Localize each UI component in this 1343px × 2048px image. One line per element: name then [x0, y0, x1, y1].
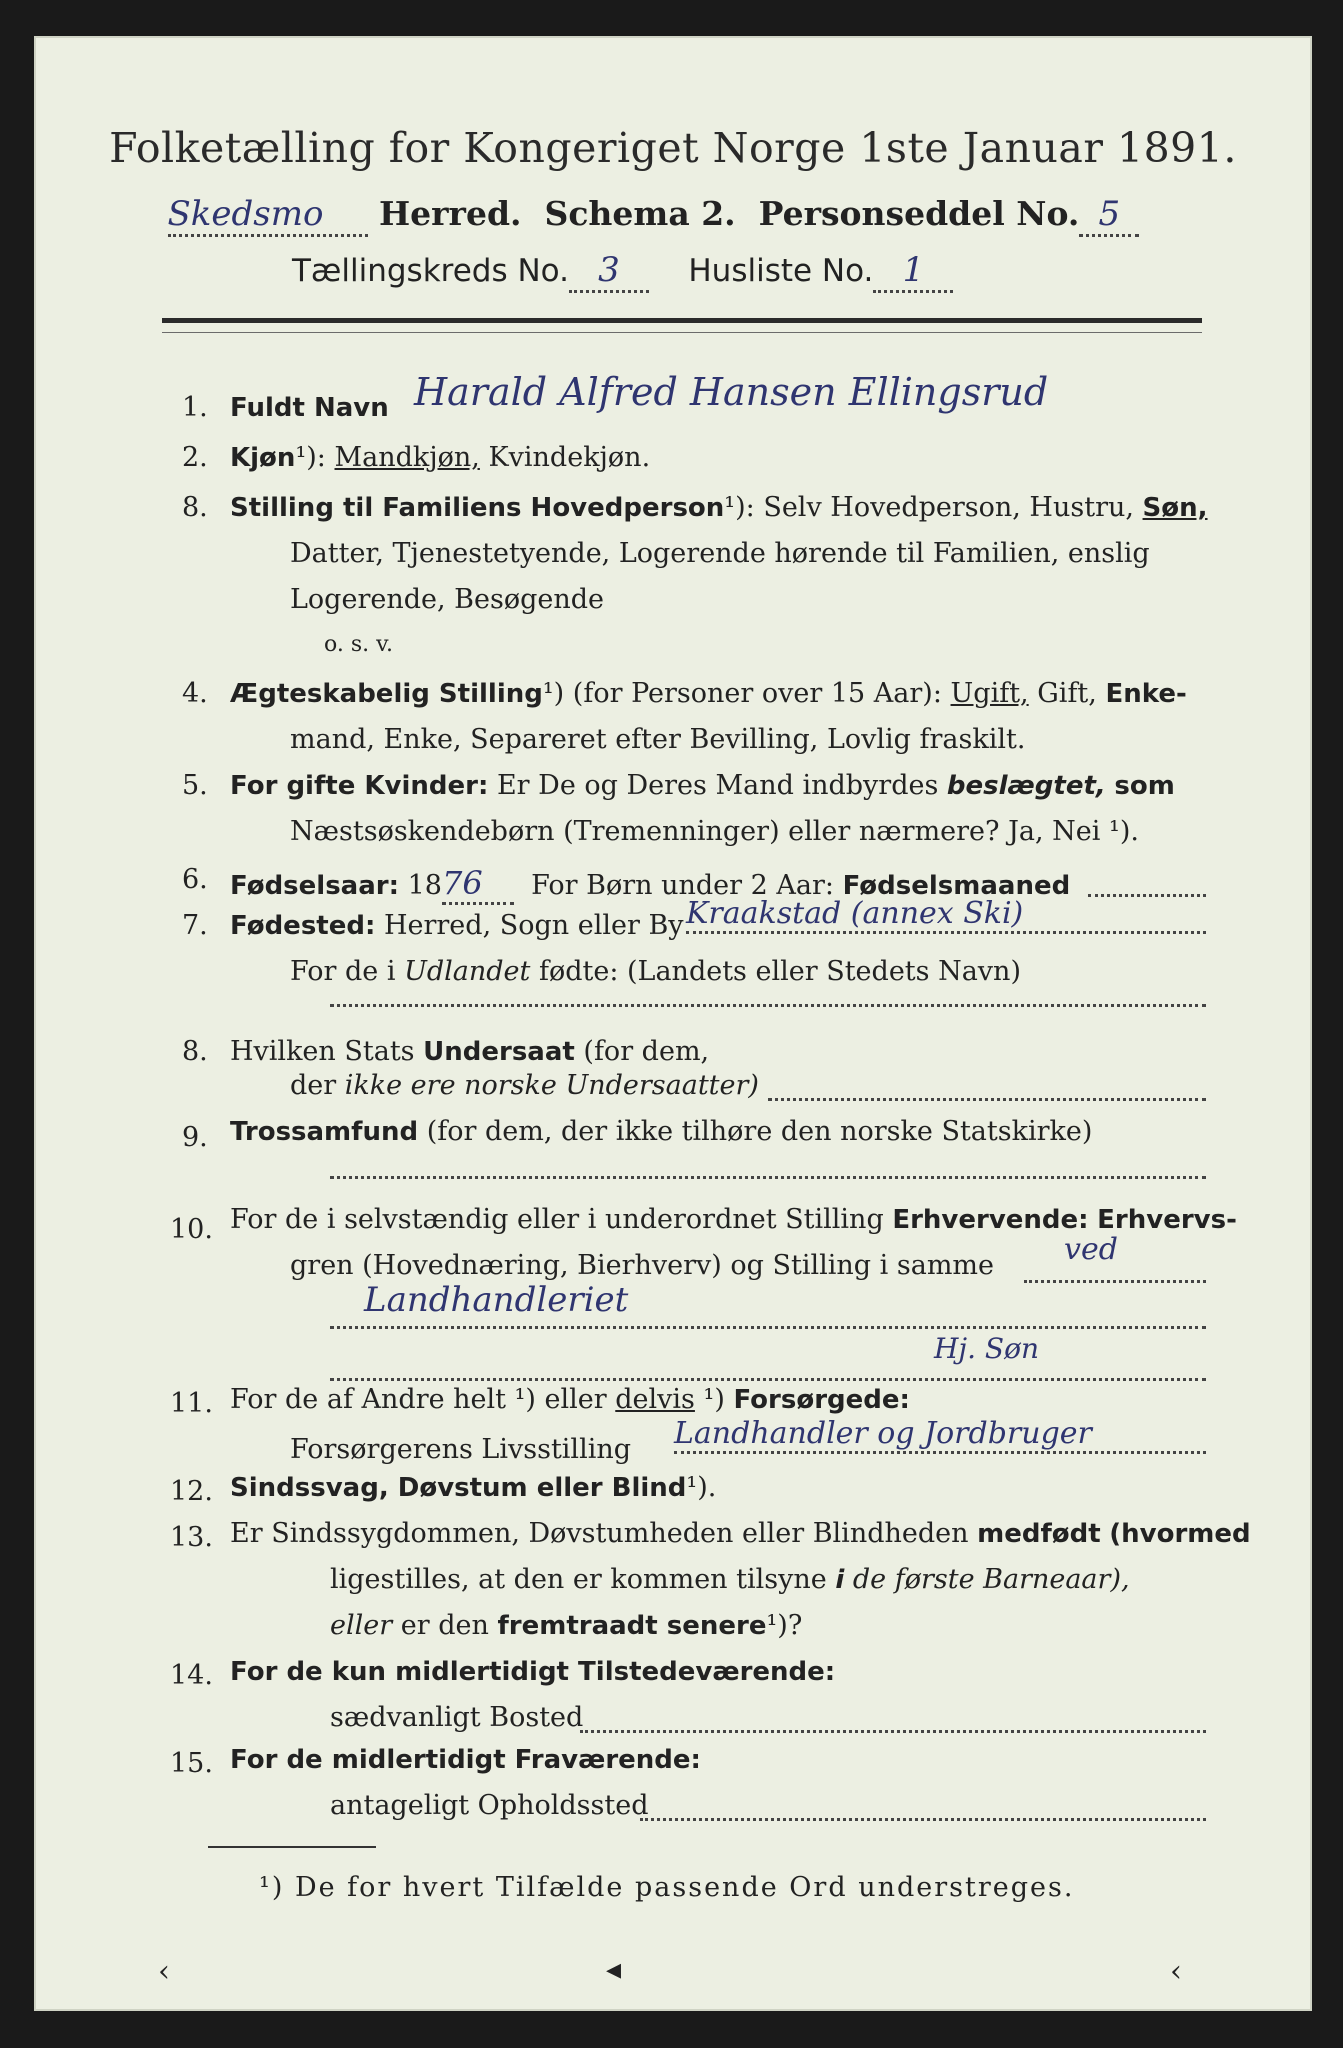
- q5-beslaegtet: beslægtet,: [946, 771, 1106, 801]
- q7-text-1: Herred, Sogn eller By: [383, 910, 684, 941]
- q5-row-1: [230, 770, 1175, 801]
- q1-answer: Harald Alfred Hansen Ellingsrud: [414, 370, 1049, 414]
- q13-text-3b: ¹)?: [766, 1610, 803, 1641]
- corner-mark-left: ‹: [158, 1954, 170, 1989]
- q3-label: Stilling til Familiens Hovedperson: [230, 493, 725, 523]
- q8-row-2: [290, 1070, 759, 1101]
- husliste-number: 1: [873, 250, 953, 293]
- q9-number: 9.: [182, 1122, 208, 1153]
- q15-number: 15.: [170, 1748, 213, 1779]
- q15-answer-line: [640, 1818, 1206, 1821]
- q13-hvormed: (hvormed: [1109, 1519, 1251, 1549]
- q13-text-3: er den: [400, 1610, 489, 1641]
- q3-son: Søn,: [1142, 493, 1208, 523]
- q4-text-2: mand, Enke, Separeret efter Bevilling, Lovlig fraskilt.: [290, 724, 1026, 755]
- q11-forsorgede: Forsørgede:: [733, 1385, 910, 1415]
- header-line-1: [156, 194, 1236, 237]
- q7-row-2: [290, 956, 1021, 987]
- q5-som: som: [1114, 771, 1175, 801]
- q1-label: Fuldt Navn: [230, 393, 389, 423]
- q3-row-1: [230, 492, 1208, 523]
- q9-text: (for dem, der ikke tilhøre den norske Statskirke): [426, 1116, 1093, 1147]
- husliste-label: Husliste No.: [688, 253, 874, 289]
- q10-erhvervende: Erhvervende:: [892, 1205, 1089, 1235]
- q10-answer-line-2: [330, 1326, 1206, 1329]
- corner-mark-right: ‹: [1170, 1954, 1182, 1989]
- q11-number: 11.: [170, 1388, 213, 1419]
- q10-text-1: For de i selvstændig eller i underordnet Stilling: [230, 1204, 884, 1235]
- q7-udlandet: Udlandet: [404, 956, 531, 987]
- q13-row-1: [230, 1518, 1251, 1549]
- q10-row-1: [230, 1204, 1237, 1235]
- q13-number: 13.: [170, 1522, 213, 1553]
- q6-fodselsmaaned: Fødselsmaaned: [842, 871, 1071, 901]
- q7-row-1: [230, 910, 684, 941]
- q3-number: 8.: [182, 492, 208, 523]
- q6-label: Fødselsaar:: [230, 871, 399, 901]
- kreds-number: 3: [569, 250, 649, 293]
- q14-row-1: [230, 1656, 835, 1687]
- q13-eller: eller: [330, 1610, 393, 1641]
- q13-medfodt: medfødt: [977, 1519, 1101, 1549]
- q7-number: 7.: [182, 910, 208, 941]
- q15-label: For de midlertidigt Fraværende:: [230, 1745, 701, 1775]
- q14-label: For de kun midlertidigt Tilstedeværende:: [230, 1657, 836, 1687]
- q13-text-2a: ligestilles, at den er kommen tilsyne: [330, 1564, 827, 1595]
- q10-answer-line-1: [1024, 1280, 1206, 1283]
- q6-prefix: 18: [407, 870, 442, 901]
- q8-answer-line: [768, 1098, 1206, 1101]
- q4-number: 4.: [182, 678, 208, 709]
- q10-answer-line-3: [330, 1378, 1206, 1381]
- q11-sup: ¹): [703, 1384, 725, 1415]
- q8-text-1: (for dem,: [583, 1036, 710, 1067]
- q8-number: 8.: [182, 1036, 208, 1067]
- q9-label: Trossamfund: [230, 1117, 419, 1147]
- q2-option-female: Kvindekjøn.: [488, 442, 651, 473]
- q10-answer-1: ved: [1064, 1232, 1118, 1267]
- herred-label: Herred.: [379, 194, 522, 233]
- q9-row: [230, 1116, 1092, 1147]
- corner-mark-center: ◂: [606, 1952, 622, 1987]
- q10-answer-2: Landhandleriet: [364, 1280, 629, 1320]
- q10-text-2: gren (Hovednæring, Bierhverv) og Stilling i samme: [290, 1250, 995, 1281]
- q3-text-2: Datter, Tjenestetyende, Logerende hørende til Familien, enslig: [290, 538, 1150, 569]
- q1-number: 1.: [182, 392, 208, 423]
- q8-text-2b: ikke ere norske Undersaatter): [344, 1070, 759, 1101]
- q11-text-1: For de af Andre helt ¹) eller: [230, 1384, 607, 1415]
- q4-ugift: Ugift,: [950, 678, 1029, 709]
- form-title: Folketælling for Kongeriget Norge 1ste Januar 1891.: [109, 124, 1237, 172]
- q5-text-2: Næstsøskendebørn (Tremenninger) eller nærmere? Ja, Nei ¹).: [290, 816, 1139, 847]
- q9-answer-line: [330, 1176, 1206, 1179]
- q2-row: [230, 442, 650, 473]
- q12-number: 12.: [170, 1476, 213, 1507]
- q15-row-1: [230, 1744, 701, 1775]
- schema-label: Schema 2.: [544, 194, 736, 233]
- q8-row-1: [230, 1036, 709, 1067]
- kreds-label: Tællingskreds No.: [292, 253, 569, 289]
- q13-forste: de første Barneaar),: [852, 1564, 1130, 1595]
- q11-delvis: delvis: [615, 1384, 695, 1415]
- q11-answer: Landhandler og Jordbruger: [674, 1416, 1206, 1454]
- q13-i: i: [835, 1565, 845, 1595]
- census-form-sheet: [34, 36, 1312, 2011]
- q6-number: 6.: [182, 864, 208, 895]
- herred-name: Skedsmo: [168, 194, 368, 237]
- q6-year: 76: [442, 864, 514, 905]
- q3-text-4: o. s. v.: [324, 632, 393, 657]
- footnote: ¹) De for hvert Tilfælde passende Ord understreges.: [259, 1872, 1075, 1903]
- q10-answer-3: Hj. Søn: [934, 1332, 1039, 1365]
- q7-text-2a: For de i: [290, 956, 396, 987]
- q8-label-2: Undersaat: [423, 1037, 575, 1067]
- header-rule-thick: [162, 318, 1202, 323]
- q5-label: For gifte Kvinder:: [230, 771, 489, 801]
- q13-row-2: [330, 1564, 1130, 1595]
- q14-text-2: sædvanligt Bosted: [330, 1702, 584, 1733]
- q3-text-3: Logerende, Besøgende: [290, 584, 604, 615]
- q5-text-1: Er De og Deres Mand indbyrdes: [496, 770, 939, 801]
- header-line-2: [292, 250, 953, 293]
- q6-text: For Børn under 2 Aar:: [531, 870, 834, 901]
- q11-text-2: Forsørgerens Livsstilling: [290, 1434, 632, 1465]
- personseddel-label: Personseddel No.: [758, 194, 1080, 233]
- q7-label: Fødested:: [230, 911, 376, 941]
- q4-row-1: [230, 678, 1187, 709]
- q12-label: Sindssvag, Døvstum eller Blind: [230, 1473, 687, 1503]
- footnote-rule: [208, 1846, 376, 1848]
- q4-label: Ægteskabelig Stilling: [230, 679, 543, 709]
- q2-sup: ¹):: [295, 442, 326, 473]
- q5-number: 5.: [182, 770, 208, 801]
- q14-answer-line: [580, 1730, 1206, 1733]
- q15-text-2: antageligt Opholdssted: [330, 1790, 649, 1821]
- q3-text-1: ¹): Selv Hovedperson, Hustru,: [724, 492, 1134, 523]
- q2-number: 2.: [182, 442, 208, 473]
- q13-text-1: Er Sindssygdommen, Døvstumheden eller Blindheden: [230, 1518, 969, 1549]
- header-rule-thin: [162, 332, 1202, 333]
- q2-label: Kjøn: [230, 443, 296, 473]
- q4-gift: Gift,: [1037, 678, 1097, 709]
- q8-text-2a: der: [290, 1070, 337, 1101]
- personseddel-number: 5: [1079, 194, 1139, 237]
- q2-option-male: Mandkjøn,: [334, 442, 480, 473]
- q10-number: 10.: [170, 1214, 213, 1245]
- q14-number: 14.: [170, 1660, 213, 1691]
- q8-label-1: Hvilken Stats: [230, 1036, 415, 1067]
- q1-row: [230, 392, 389, 423]
- q11-row-1: [230, 1384, 910, 1415]
- q7-answer: Kraakstad (annex Ski): [686, 896, 1206, 934]
- q13-fremtraadt: fremtraadt senere: [497, 1611, 767, 1641]
- q12-row: [230, 1472, 716, 1503]
- q13-row-3: [330, 1610, 802, 1641]
- q7-text-2b: fødte: (Landets eller Stedets Navn): [538, 956, 1021, 987]
- q12-sup: ¹).: [686, 1472, 717, 1503]
- q7-answer-line: [330, 1004, 1206, 1007]
- q10-erhvervs: Erhvervs-: [1097, 1205, 1237, 1235]
- q4-enke: Enke-: [1105, 679, 1187, 709]
- q4-text-1: ¹) (for Personer over 15 Aar):: [542, 678, 942, 709]
